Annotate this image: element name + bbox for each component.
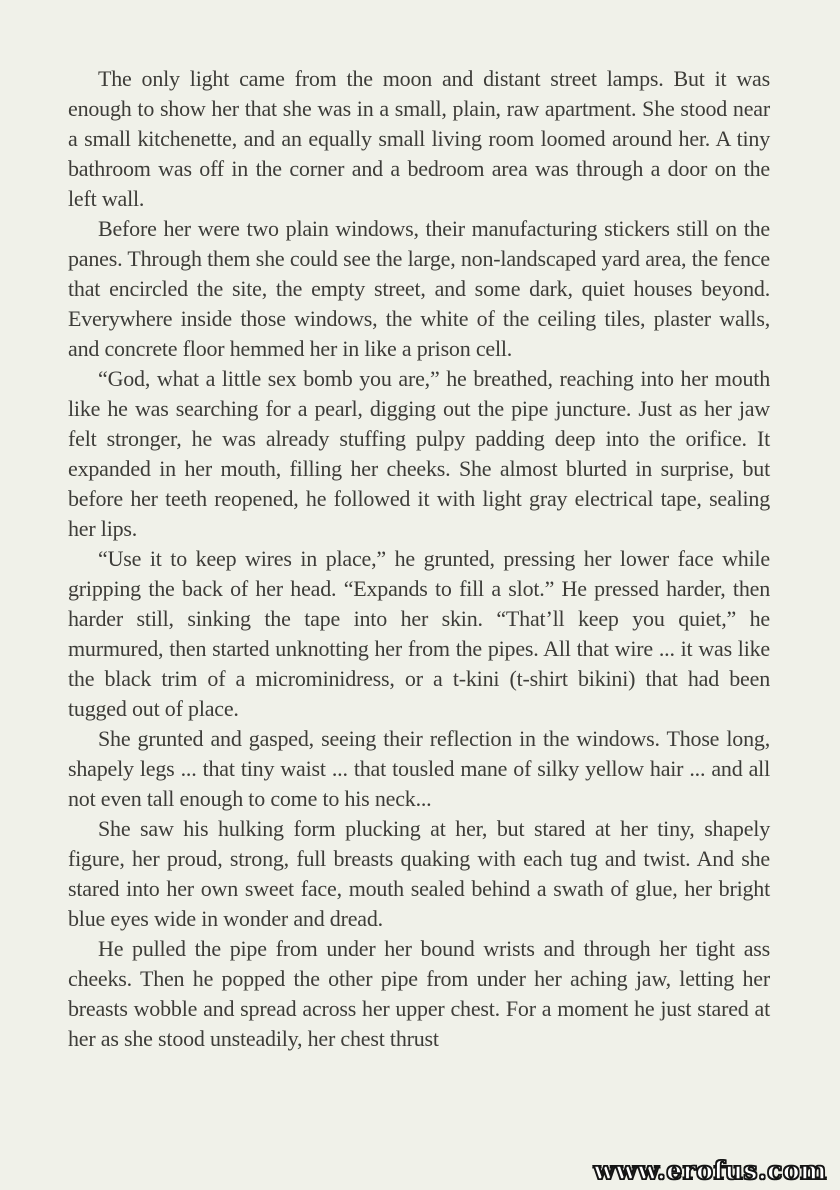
paragraph-5: She grunted and gasped, seeing their reflection in the windows. Those long, shapely legs ... that tiny waist ... that tousled mane of silky yellow hair ... and all not even tall enough to come to his neck... <box>68 726 770 811</box>
paragraph-7: He pulled the pipe from under her bound wrists and through her tight ass cheeks. Then he popped the other pipe from under her aching jaw, letting her breasts wobble and spread across her upper chest. For a moment he just stared at her as she stood unsteadily, her chest thrust <box>68 936 770 1051</box>
watermark: www.erofus.com <box>593 1156 827 1185</box>
paragraph-4: “Use it to keep wires in place,” he grunted, pressing her lower face while gripping the back of her head. “Expands to fill a slot.” He pressed harder, then harder still, sinking the tape into her skin. “That’ll keep you quiet,” he murmured, then started unknotting her from the pipes. All that wire ... it was like the black trim of a microminidress, or a t-kini (t-shirt bikini) that had been tugged out of place. <box>68 546 770 721</box>
paragraph-3: “God, what a little sex bomb you are,” he breathed, reaching into her mouth like he was searching for a pearl, digging out the pipe juncture. Just as her jaw felt stronger, he was already stuffing pulpy padding deep into the orifice. It expanded in her mouth, filling her cheeks. She almost blurted in surprise, but before her teeth reopened, he followed it with light gray electrical tape, sealing her lips. <box>68 366 770 541</box>
paragraph-1: The only light came from the moon and distant street lamps. But it was enough to show her that she was in a small, plain, raw apartment. She stood near a small kitchenette, and an equally small living room loomed around her. A tiny bathroom was off in the corner and a bedroom area was through a door on the left wall. <box>68 66 770 211</box>
paragraph-2: Before her were two plain windows, their manufacturing stickers still on the panes. Through them she could see the large, non-landscaped yard area, the fence that encircled the site, the empty street, and some dark, quiet houses beyond. Everywhere inside those windows, the white of the ceiling tiles, plaster walls, and concrete floor hemmed her in like a prison cell. <box>68 216 770 361</box>
paragraph-6: She saw his hulking form plucking at her, but stared at her tiny, shapely figure, her proud, strong, full breasts quaking with each tug and twist. And she stared into her own sweet face, mouth sealed behind a swath of glue, her bright blue eyes wide in wonder and dread. <box>68 816 770 931</box>
body-text <box>68 64 770 1054</box>
